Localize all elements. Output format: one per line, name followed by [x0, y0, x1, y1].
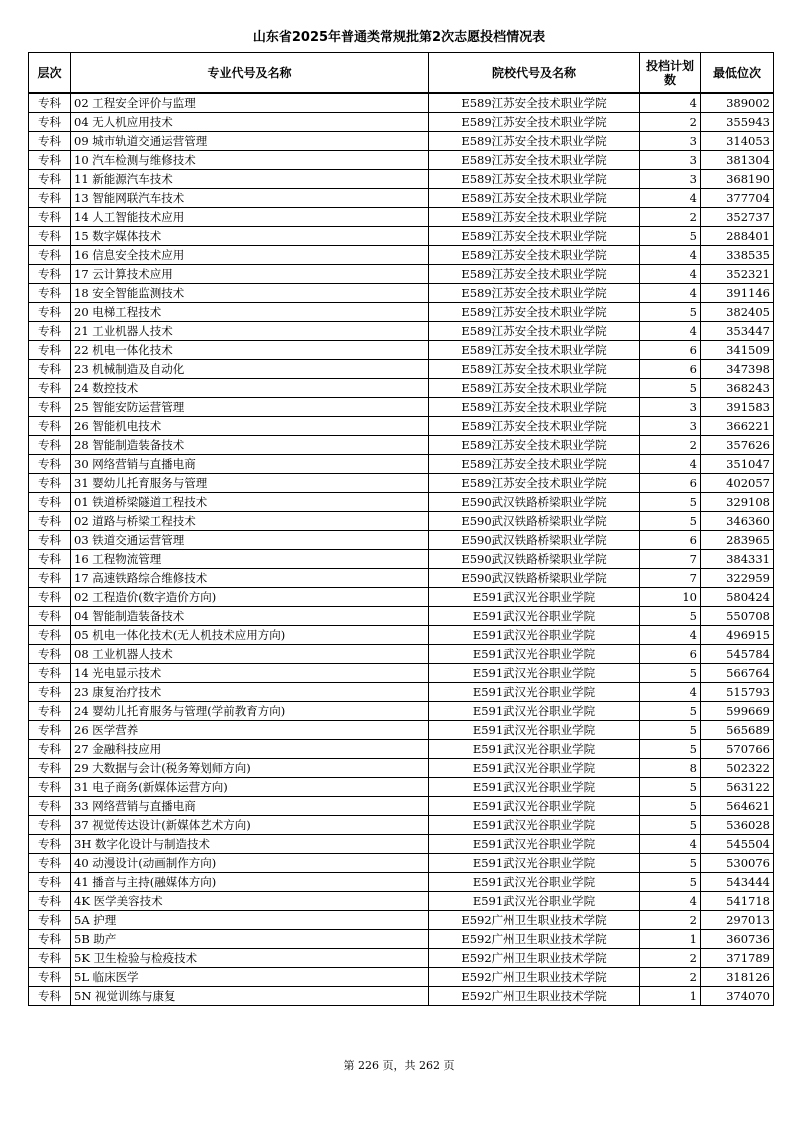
cell-rank: 566764 — [701, 664, 774, 683]
table-row — [29, 683, 774, 702]
cell-level: 专科 — [29, 398, 71, 417]
cell-major: 21 工业机器人技术 — [71, 322, 429, 341]
cell-school: E590武汉铁路桥梁职业学院 — [429, 550, 640, 569]
cell-rank: 580424 — [701, 588, 774, 607]
cell-rank: 550708 — [701, 607, 774, 626]
cell-rank: 563122 — [701, 778, 774, 797]
table-row — [29, 113, 774, 132]
cell-plan: 4 — [640, 189, 701, 208]
cell-school: E589江苏安全技术职业学院 — [429, 227, 640, 246]
cell-major: 23 康复治疗技术 — [71, 683, 429, 702]
cell-level: 专科 — [29, 455, 71, 474]
table-row — [29, 797, 774, 816]
cell-rank: 346360 — [701, 512, 774, 531]
cell-rank: 570766 — [701, 740, 774, 759]
cell-rank: 371789 — [701, 949, 774, 968]
cell-plan: 6 — [640, 341, 701, 360]
cell-plan: 2 — [640, 208, 701, 227]
cell-major: 08 工业机器人技术 — [71, 645, 429, 664]
cell-level: 专科 — [29, 664, 71, 683]
table-row — [29, 417, 774, 436]
cell-rank: 352321 — [701, 265, 774, 284]
cell-level: 专科 — [29, 113, 71, 132]
cell-plan: 5 — [640, 303, 701, 322]
cell-school: E591武汉光谷职业学院 — [429, 664, 640, 683]
cell-rank: 288401 — [701, 227, 774, 246]
table-row — [29, 778, 774, 797]
cell-level: 专科 — [29, 93, 71, 113]
table-row — [29, 531, 774, 550]
cell-plan: 4 — [640, 455, 701, 474]
cell-plan: 7 — [640, 569, 701, 588]
table-row — [29, 664, 774, 683]
cell-plan: 5 — [640, 854, 701, 873]
cell-level: 专科 — [29, 360, 71, 379]
cell-major: 03 铁道交通运营管理 — [71, 531, 429, 550]
cell-level: 专科 — [29, 436, 71, 455]
table-row — [29, 740, 774, 759]
cell-plan: 2 — [640, 113, 701, 132]
cell-plan: 4 — [640, 835, 701, 854]
cell-level: 专科 — [29, 873, 71, 892]
cell-major: 5K 卫生检验与检疫技术 — [71, 949, 429, 968]
cell-level: 专科 — [29, 626, 71, 645]
table-header-row — [29, 53, 774, 94]
cell-plan: 5 — [640, 493, 701, 512]
cell-rank: 353447 — [701, 322, 774, 341]
cell-level: 专科 — [29, 778, 71, 797]
cell-school: E592广州卫生职业技术学院 — [429, 968, 640, 987]
cell-major: 16 工程物流管理 — [71, 550, 429, 569]
cell-rank: 565689 — [701, 721, 774, 740]
cell-school: E590武汉铁路桥梁职业学院 — [429, 531, 640, 550]
cell-school: E589江苏安全技术职业学院 — [429, 398, 640, 417]
cell-level: 专科 — [29, 189, 71, 208]
table-row — [29, 930, 774, 949]
table-row — [29, 569, 774, 588]
cell-rank: 389002 — [701, 93, 774, 113]
table-row — [29, 132, 774, 151]
table-row — [29, 93, 774, 113]
cell-school: E589江苏安全技术职业学院 — [429, 455, 640, 474]
cell-major: 04 无人机应用技术 — [71, 113, 429, 132]
cell-rank: 329108 — [701, 493, 774, 512]
cell-rank: 541718 — [701, 892, 774, 911]
cell-level: 专科 — [29, 759, 71, 778]
cell-school: E591武汉光谷职业学院 — [429, 721, 640, 740]
table-row — [29, 816, 774, 835]
cell-rank: 357626 — [701, 436, 774, 455]
header-rank: 最低位次 — [701, 53, 774, 94]
cell-level: 专科 — [29, 341, 71, 360]
cell-rank: 338535 — [701, 246, 774, 265]
cell-level: 专科 — [29, 132, 71, 151]
cell-rank: 341509 — [701, 341, 774, 360]
cell-rank: 515793 — [701, 683, 774, 702]
cell-rank: 391146 — [701, 284, 774, 303]
cell-school: E589江苏安全技术职业学院 — [429, 93, 640, 113]
cell-rank: 391583 — [701, 398, 774, 417]
cell-rank: 314053 — [701, 132, 774, 151]
cell-school: E589江苏安全技术职业学院 — [429, 360, 640, 379]
cell-school: E591武汉光谷职业学院 — [429, 778, 640, 797]
cell-major: 5N 视觉训练与康复 — [71, 987, 429, 1006]
cell-level: 专科 — [29, 892, 71, 911]
cell-plan: 4 — [640, 265, 701, 284]
cell-major: 28 智能制造装备技术 — [71, 436, 429, 455]
cell-major: 31 电子商务(新媒体运营方向) — [71, 778, 429, 797]
table-row — [29, 189, 774, 208]
cell-school: E589江苏安全技术职业学院 — [429, 379, 640, 398]
cell-plan: 5 — [640, 702, 701, 721]
cell-school: E589江苏安全技术职业学院 — [429, 341, 640, 360]
cell-rank: 545504 — [701, 835, 774, 854]
table-row — [29, 835, 774, 854]
cell-level: 专科 — [29, 740, 71, 759]
cell-major: 37 视觉传达设计(新媒体艺术方向) — [71, 816, 429, 835]
cell-major: 09 城市轨道交通运营管理 — [71, 132, 429, 151]
table-row — [29, 911, 774, 930]
cell-school: E589江苏安全技术职业学院 — [429, 322, 640, 341]
cell-school: E591武汉光谷职业学院 — [429, 683, 640, 702]
cell-plan: 1 — [640, 930, 701, 949]
table-row — [29, 170, 774, 189]
cell-plan: 5 — [640, 778, 701, 797]
cell-major: 24 数控技术 — [71, 379, 429, 398]
table-row — [29, 550, 774, 569]
cell-major: 02 道路与桥梁工程技术 — [71, 512, 429, 531]
table-row — [29, 474, 774, 493]
cell-level: 专科 — [29, 645, 71, 664]
cell-plan: 4 — [640, 246, 701, 265]
cell-school: E592广州卫生职业技术学院 — [429, 930, 640, 949]
cell-major: 14 人工智能技术应用 — [71, 208, 429, 227]
cell-level: 专科 — [29, 930, 71, 949]
cell-plan: 6 — [640, 474, 701, 493]
cell-school: E589江苏安全技术职业学院 — [429, 265, 640, 284]
cell-major: 5B 助产 — [71, 930, 429, 949]
cell-school: E589江苏安全技术职业学院 — [429, 151, 640, 170]
cell-level: 专科 — [29, 987, 71, 1006]
cell-plan: 3 — [640, 170, 701, 189]
admission-table — [28, 52, 774, 1006]
cell-major: 17 云计算技术应用 — [71, 265, 429, 284]
cell-plan: 6 — [640, 360, 701, 379]
cell-plan: 4 — [640, 626, 701, 645]
cell-rank: 374070 — [701, 987, 774, 1006]
table-row — [29, 360, 774, 379]
cell-level: 专科 — [29, 379, 71, 398]
table-row — [29, 721, 774, 740]
cell-school: E591武汉光谷职业学院 — [429, 645, 640, 664]
cell-major: 16 信息安全技术应用 — [71, 246, 429, 265]
header-major: 专业代号及名称 — [71, 53, 429, 94]
cell-major: 27 金融科技应用 — [71, 740, 429, 759]
table-body — [29, 93, 774, 1006]
cell-major: 25 智能安防运营管理 — [71, 398, 429, 417]
cell-level: 专科 — [29, 911, 71, 930]
cell-rank: 318126 — [701, 968, 774, 987]
cell-major: 15 数字媒体技术 — [71, 227, 429, 246]
table-row — [29, 284, 774, 303]
cell-level: 专科 — [29, 569, 71, 588]
cell-plan: 5 — [640, 607, 701, 626]
cell-rank: 543444 — [701, 873, 774, 892]
cell-major: 23 机械制造及自动化 — [71, 360, 429, 379]
cell-plan: 5 — [640, 816, 701, 835]
cell-plan: 5 — [640, 797, 701, 816]
table-row — [29, 702, 774, 721]
cell-level: 专科 — [29, 588, 71, 607]
cell-school: E591武汉光谷职业学院 — [429, 873, 640, 892]
cell-major: 05 机电一体化技术(无人机技术应用方向) — [71, 626, 429, 645]
cell-level: 专科 — [29, 816, 71, 835]
table-row — [29, 968, 774, 987]
cell-school: E591武汉光谷职业学院 — [429, 702, 640, 721]
cell-plan: 3 — [640, 132, 701, 151]
cell-rank: 368243 — [701, 379, 774, 398]
cell-school: E591武汉光谷职业学院 — [429, 854, 640, 873]
cell-level: 专科 — [29, 797, 71, 816]
cell-school: E589江苏安全技术职业学院 — [429, 474, 640, 493]
cell-level: 专科 — [29, 227, 71, 246]
table-row — [29, 493, 774, 512]
table-row — [29, 227, 774, 246]
cell-plan: 2 — [640, 968, 701, 987]
cell-major: 30 网络营销与直播电商 — [71, 455, 429, 474]
cell-plan: 10 — [640, 588, 701, 607]
cell-level: 专科 — [29, 949, 71, 968]
cell-school: E591武汉光谷职业学院 — [429, 816, 640, 835]
cell-level: 专科 — [29, 246, 71, 265]
cell-plan: 6 — [640, 645, 701, 664]
cell-school: E591武汉光谷职业学院 — [429, 740, 640, 759]
cell-plan: 2 — [640, 436, 701, 455]
cell-level: 专科 — [29, 512, 71, 531]
cell-school: E589江苏安全技术职业学院 — [429, 113, 640, 132]
cell-major: 3H 数字化设计与制造技术 — [71, 835, 429, 854]
cell-plan: 4 — [640, 683, 701, 702]
cell-plan: 5 — [640, 721, 701, 740]
cell-rank: 360736 — [701, 930, 774, 949]
cell-level: 专科 — [29, 968, 71, 987]
cell-major: 41 播音与主持(融媒体方向) — [71, 873, 429, 892]
cell-level: 专科 — [29, 303, 71, 322]
cell-plan: 4 — [640, 322, 701, 341]
cell-school: E589江苏安全技术职业学院 — [429, 303, 640, 322]
cell-rank: 545784 — [701, 645, 774, 664]
cell-rank: 352737 — [701, 208, 774, 227]
table-row — [29, 645, 774, 664]
cell-major: 4K 医学美容技术 — [71, 892, 429, 911]
cell-level: 专科 — [29, 284, 71, 303]
cell-school: E591武汉光谷职业学院 — [429, 626, 640, 645]
cell-major: 33 网络营销与直播电商 — [71, 797, 429, 816]
cell-plan: 4 — [640, 93, 701, 113]
cell-plan: 3 — [640, 151, 701, 170]
table-row — [29, 303, 774, 322]
cell-major: 20 电梯工程技术 — [71, 303, 429, 322]
cell-rank: 283965 — [701, 531, 774, 550]
cell-school: E590武汉铁路桥梁职业学院 — [429, 493, 640, 512]
cell-major: 10 汽车检测与维修技术 — [71, 151, 429, 170]
cell-rank: 564621 — [701, 797, 774, 816]
cell-rank: 351047 — [701, 455, 774, 474]
cell-major: 11 新能源汽车技术 — [71, 170, 429, 189]
cell-plan: 6 — [640, 531, 701, 550]
cell-plan: 2 — [640, 911, 701, 930]
cell-plan: 8 — [640, 759, 701, 778]
cell-plan: 3 — [640, 398, 701, 417]
cell-school: E591武汉光谷职业学院 — [429, 759, 640, 778]
cell-level: 专科 — [29, 322, 71, 341]
cell-rank: 377704 — [701, 189, 774, 208]
header-school: 院校代号及名称 — [429, 53, 640, 94]
cell-school: E589江苏安全技术职业学院 — [429, 132, 640, 151]
cell-plan: 5 — [640, 512, 701, 531]
cell-school: E589江苏安全技术职业学院 — [429, 436, 640, 455]
cell-major: 13 智能网联汽车技术 — [71, 189, 429, 208]
cell-level: 专科 — [29, 702, 71, 721]
cell-school: E590武汉铁路桥梁职业学院 — [429, 569, 640, 588]
cell-school: E592广州卫生职业技术学院 — [429, 949, 640, 968]
table-row — [29, 759, 774, 778]
table-row — [29, 607, 774, 626]
cell-rank: 384331 — [701, 550, 774, 569]
cell-level: 专科 — [29, 721, 71, 740]
table-row — [29, 151, 774, 170]
cell-major: 22 机电一体化技术 — [71, 341, 429, 360]
header-plan: 投档计划数 — [640, 53, 701, 94]
table-row — [29, 208, 774, 227]
cell-major: 02 工程安全评价与监理 — [71, 93, 429, 113]
cell-level: 专科 — [29, 854, 71, 873]
cell-major: 40 动漫设计(动画制作方向) — [71, 854, 429, 873]
cell-rank: 496915 — [701, 626, 774, 645]
cell-level: 专科 — [29, 683, 71, 702]
cell-major: 5A 护理 — [71, 911, 429, 930]
cell-major: 26 智能机电技术 — [71, 417, 429, 436]
table-row — [29, 455, 774, 474]
cell-plan: 3 — [640, 417, 701, 436]
cell-level: 专科 — [29, 835, 71, 854]
cell-rank: 382405 — [701, 303, 774, 322]
cell-level: 专科 — [29, 417, 71, 436]
cell-level: 专科 — [29, 151, 71, 170]
table-row — [29, 949, 774, 968]
cell-major: 17 高速铁路综合维修技术 — [71, 569, 429, 588]
cell-level: 专科 — [29, 265, 71, 284]
cell-plan: 7 — [640, 550, 701, 569]
cell-school: E589江苏安全技术职业学院 — [429, 189, 640, 208]
cell-level: 专科 — [29, 531, 71, 550]
cell-rank: 355943 — [701, 113, 774, 132]
table-row — [29, 398, 774, 417]
cell-school: E589江苏安全技术职业学院 — [429, 246, 640, 265]
cell-level: 专科 — [29, 550, 71, 569]
cell-rank: 381304 — [701, 151, 774, 170]
cell-major: 14 光电显示技术 — [71, 664, 429, 683]
table-row — [29, 436, 774, 455]
cell-major: 18 安全智能监测技术 — [71, 284, 429, 303]
cell-school: E591武汉光谷职业学院 — [429, 835, 640, 854]
table-row — [29, 588, 774, 607]
page-title: 山东省2025年普通类常规批第2次志愿投档情况表 — [252, 30, 546, 45]
cell-level: 专科 — [29, 607, 71, 626]
cell-school: E591武汉光谷职业学院 — [429, 797, 640, 816]
cell-major: 5L 临床医学 — [71, 968, 429, 987]
table-row — [29, 265, 774, 284]
cell-school: E592广州卫生职业技术学院 — [429, 911, 640, 930]
cell-major: 02 工程造价(数字造价方向) — [71, 588, 429, 607]
cell-plan: 4 — [640, 892, 701, 911]
table-row — [29, 987, 774, 1006]
cell-major: 29 大数据与会计(税务筹划师方向) — [71, 759, 429, 778]
cell-rank: 530076 — [701, 854, 774, 873]
header-level: 层次 — [29, 53, 71, 94]
table-row — [29, 512, 774, 531]
table-row — [29, 322, 774, 341]
cell-school: E590武汉铁路桥梁职业学院 — [429, 512, 640, 531]
table-row — [29, 892, 774, 911]
cell-plan: 5 — [640, 227, 701, 246]
cell-plan: 5 — [640, 379, 701, 398]
cell-plan: 5 — [640, 873, 701, 892]
cell-major: 24 婴幼儿托育服务与管理(学前教育方向) — [71, 702, 429, 721]
table-row — [29, 626, 774, 645]
cell-major: 31 婴幼儿托育服务与管理 — [71, 474, 429, 493]
cell-school: E589江苏安全技术职业学院 — [429, 417, 640, 436]
cell-school: E589江苏安全技术职业学院 — [429, 208, 640, 227]
cell-rank: 536028 — [701, 816, 774, 835]
cell-rank: 366221 — [701, 417, 774, 436]
table-row — [29, 854, 774, 873]
cell-plan: 5 — [640, 740, 701, 759]
cell-plan: 2 — [640, 949, 701, 968]
cell-rank: 402057 — [701, 474, 774, 493]
cell-rank: 599669 — [701, 702, 774, 721]
cell-school: E589江苏安全技术职业学院 — [429, 170, 640, 189]
cell-school: E592广州卫生职业技术学院 — [429, 987, 640, 1006]
cell-rank: 368190 — [701, 170, 774, 189]
page-footer: 第 226 页，共 262 页 — [343, 1059, 455, 1072]
cell-plan: 1 — [640, 987, 701, 1006]
cell-school: E591武汉光谷职业学院 — [429, 607, 640, 626]
table-row — [29, 341, 774, 360]
cell-major: 01 铁道桥梁隧道工程技术 — [71, 493, 429, 512]
cell-school: E591武汉光谷职业学院 — [429, 588, 640, 607]
cell-level: 专科 — [29, 493, 71, 512]
cell-plan: 4 — [640, 284, 701, 303]
cell-level: 专科 — [29, 170, 71, 189]
cell-school: E591武汉光谷职业学院 — [429, 892, 640, 911]
table-row — [29, 246, 774, 265]
cell-level: 专科 — [29, 208, 71, 227]
table-row — [29, 873, 774, 892]
cell-major: 04 智能制造装备技术 — [71, 607, 429, 626]
cell-rank: 502322 — [701, 759, 774, 778]
cell-level: 专科 — [29, 474, 71, 493]
table-row — [29, 379, 774, 398]
cell-school: E589江苏安全技术职业学院 — [429, 284, 640, 303]
cell-rank: 297013 — [701, 911, 774, 930]
cell-major: 26 医学营养 — [71, 721, 429, 740]
cell-rank: 322959 — [701, 569, 774, 588]
cell-rank: 347398 — [701, 360, 774, 379]
cell-plan: 5 — [640, 664, 701, 683]
